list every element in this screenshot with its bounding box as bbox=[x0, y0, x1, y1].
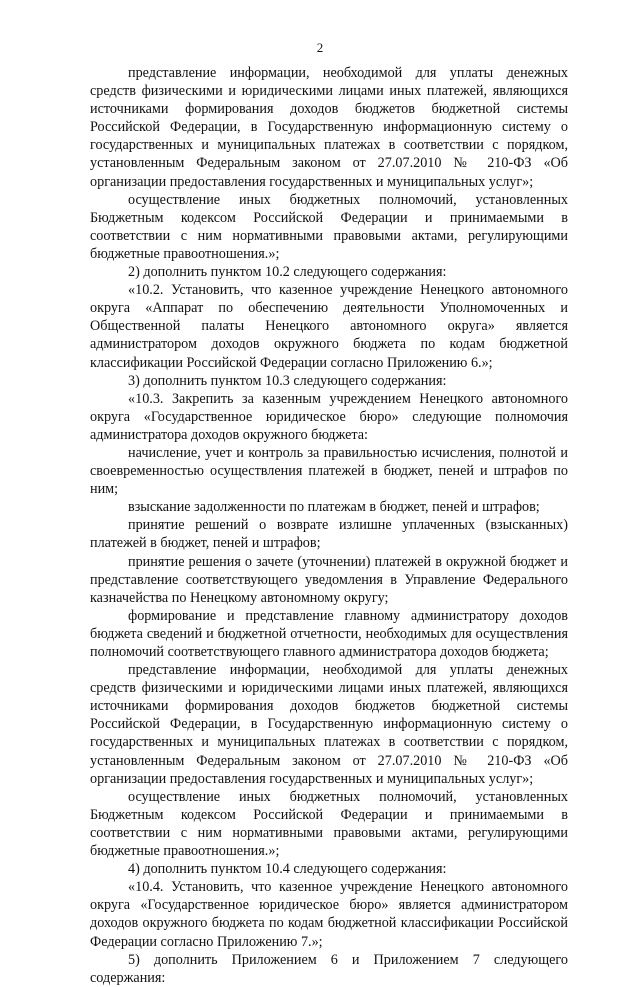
page-number: 2 bbox=[316, 40, 324, 55]
paragraph-clause-10-4: «10.4. Установить, что казенное учреждение Ненецкого автономного округа «Государственное юридическое бюро» является администратором доходов окружного бюджета по кодам бюджетной классификации Российской Федерации согласно Приложению 7.»; bbox=[90, 879, 568, 950]
paragraph-clause-10-3: «10.3. Закрепить за казенным учреждением Ненецкого автономного округа «Государственное юридическое бюро» следующие полномочия администратора доходов окружного бюджета: bbox=[90, 390, 568, 443]
paragraph-offset-decisions: принятие решения о зачете (уточнении) платежей в окружной бюджет и представление соответствующего уведомления в Управление Федерального казначейства по Ненецкому автономному округу; bbox=[90, 553, 568, 606]
paragraph-refund-decisions: принятие решений о возврате излишне уплаченных (взысканных) платежей в бюджет, пеней и штрафов; bbox=[90, 517, 568, 552]
paragraph-reporting: формирование и представление главному администратору доходов бюджета сведений и бюджетной отчетности, необходимых для осуществления полномочий соответствующего главного администратора доходов бюджета; bbox=[90, 607, 568, 660]
paragraph-amendment-3: 3) дополнить пунктом 10.3 следующего содержания: bbox=[128, 372, 447, 389]
paragraph-debt-recovery: взыскание задолженности по платежам в бюджет, пеней и штрафов; bbox=[128, 499, 540, 516]
paragraph-other-powers-2: осуществление иных бюджетных полномочий, установленных Бюджетным кодексом Российской Федерации и принимаемыми в соответствии с ним нормативными правовыми актами, регулирующими бюджетные правоотношения.»; bbox=[90, 788, 568, 860]
paragraph-info-provision-2: представление информации, необходимой для уплаты денежных средств физическими и юридическими лицами иных платежей, являющихся источниками формирования доходов бюджетов бюджетной системы Российской Федерации, в Государственную информационную систему о государственных и муниципальных платежах в соответствии с порядком, установленным Федеральным законом от 27.07.2010 № 210-ФЗ «Об организации предоставления государственных и муниципальных услуг»; bbox=[90, 662, 568, 787]
paragraph-clause-10-2: «10.2. Установить, что казенное учреждение Ненецкого автономного округа «Аппарат по обеспечению деятельности Уполномоченных и Общественной палаты Ненецкого автономного округа» является администратором доходов окружного бюджета по кодам бюджетной классификации Российской Федерации согласно Приложению 6.»; bbox=[90, 282, 568, 371]
paragraph-other-powers: осуществление иных бюджетных полномочий, установленных Бюджетным кодексом Российской Федерации и принимаемыми в соответствии с ним нормативными правовыми актами, регулирующими бюджетные правоотношения.»; bbox=[90, 191, 568, 262]
document-body bbox=[90, 64, 568, 987]
paragraph-amendment-5: 5) дополнить Приложением 6 и Приложением 7 следующего содержания: bbox=[90, 951, 568, 986]
paragraph-accrual: начисление, учет и контроль за правильностью исчисления, полнотой и своевременностью осуществления платежей в бюджет, пеней и штрафов по ним; bbox=[90, 444, 568, 498]
paragraph-amendment-2: 2) дополнить пунктом 10.2 следующего содержания: bbox=[128, 264, 447, 281]
paragraph-info-provision: представление информации, необходимой для уплаты денежных средств физическими и юридическими лицами иных платежей, являющихся источниками формирования доходов бюджетов бюджетной системы Российской Федерации, в Государственную информационную систему о государственных и муниципальных платежах в соответствии с порядком, установленным Федеральным законом от 27.07.2010 № 210-ФЗ «Об организации предоставления государственных и муниципальных услуг»; bbox=[90, 65, 568, 190]
paragraph-amendment-4: 4) дополнить пунктом 10.4 следующего содержания: bbox=[128, 861, 447, 878]
